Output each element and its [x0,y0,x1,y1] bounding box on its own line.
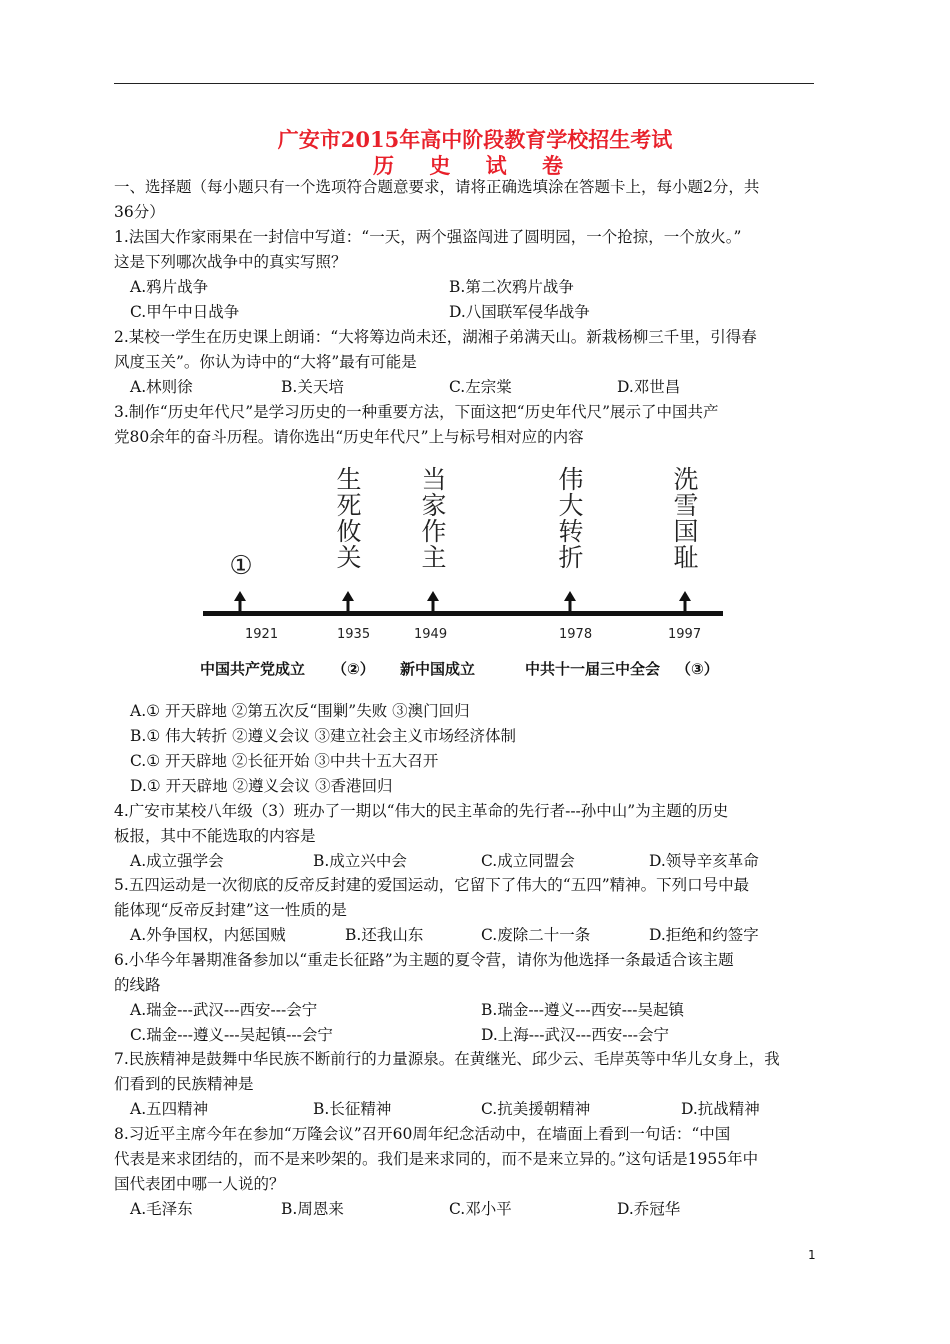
q6-option-c: C.瑞金---遵义---吴起镇---会宁 [130,1026,333,1044]
q6-option-b: B.瑞金---遵义---西安---吴起镇 [481,1001,684,1019]
q1-option-b: B.第二次鸦片战争 [449,278,574,296]
q3-option-c: C.① 开天辟地 ②长征开始 ③中共十五大召开 [130,752,439,770]
q3-stem-cont: 党80余年的奋斗历程。请你选出“历史年代尺”上与标号相对应的内容 [114,428,584,446]
timeline-bar [203,611,723,616]
event-1997: （③） [676,660,719,678]
q8-stem: 8.习近平主席今年在参加“万隆会议”召开60周年纪念活动中，在墙面上看到一句话：“中国 [114,1125,731,1143]
q3-option-a: A.① 开天辟地 ②第五次反“围剿”失败 ③澳门回归 [130,702,470,720]
event-1935: （②） [332,660,375,678]
q3-option-b: B.① 伟大转折 ②遵义会议 ③建立社会主义市场经济体制 [130,727,516,745]
arrow-1978 [564,591,576,601]
q5-stem-cont: 能体现“反帝反封建”这一性质的是 [114,901,347,919]
q3-option-d: D.① 开天辟地 ②遵义会议 ③香港回归 [130,777,393,795]
q8-option-c: C.邓小平 [449,1200,512,1218]
q8-option-b: B.周恩来 [281,1200,344,1218]
q5-option-b: B.还我山东 [345,926,424,944]
q4-option-c: C.成立同盟会 [481,852,575,870]
timeline-label-1997: 洗雪国耻 [673,465,699,572]
q7-option-c: C.抗美援朝精神 [481,1100,591,1118]
arrow-1935 [342,591,354,601]
q1-stem: 1.法国大作家雨果在一封信中写道：“一天，两个强盗闯进了圆明园，一个抢掠，一个放火。” [114,228,742,246]
exam-subtitle: 历 史 试 卷 [373,153,577,178]
event-1949: 新中国成立 [400,660,476,678]
q8-option-d: D.乔冠华 [617,1200,681,1218]
q7-option-b: B.长征精神 [313,1100,392,1118]
arrow-1997 [679,591,691,601]
q2-option-c: C.左宗棠 [449,378,512,396]
q1-option-d: D.八国联军侵华战争 [449,303,590,321]
arrow-1949 [427,591,439,601]
q2-option-d: D.邓世昌 [617,378,681,396]
q6-option-d: D.上海---武汉---西安---会宁 [481,1026,669,1044]
q7-stem: 7.民族精神是鼓舞中华民族不断前行的力量源泉。在黄继光、邱少云、毛岸英等中华儿女身上，我 [114,1050,780,1068]
q6-stem: 6.小华今年暑期准备参加以“重走长征路”为主题的夏令营，请你为他选择一条最适合该主题 [114,951,734,969]
q1-stem-cont: 这是下列哪次战争中的真实写照？ [114,253,347,271]
q4-stem: 4.广安市某校八年级（3）班办了一期以“伟大的民主革命的先行者---孙中山”为主题的历史 [114,802,729,820]
timeline-circle-1: ① [229,551,253,581]
q7-stem-cont: 们看到的民族精神是 [114,1075,254,1093]
section-heading-cont: 36分） [114,203,165,221]
q4-stem-cont: 板报，其中不能选取的内容是 [114,827,316,845]
q4-option-b: B.成立兴中会 [313,852,407,870]
q8-option-a: A.毛泽东 [130,1200,193,1218]
q5-option-d: D.拒绝和约签字 [649,926,759,944]
q2-stem: 2.某校一学生在历史课上朗诵：“大将筹边尚未还，湖湘子弟满天山。新栽杨柳三千里，引得春 [114,328,757,346]
timeline-label-1978: 伟大转折 [558,465,584,572]
year-1978: 1978 [559,627,593,642]
q2-option-b: B.关天培 [281,378,344,396]
section-heading: 一、选择题（每小题只有一个选项符合题意要求，请将正确选填涂在答题卡上，每小题2分，共 [114,178,760,196]
q1-option-c: C.甲午中日战争 [130,303,240,321]
year-1949: 1949 [414,627,448,642]
q8-stem-cont: 代表是来求团结的，而不是来吵架的。我们是来求同的，而不是来立异的。”这句话是1955年中 [114,1150,759,1168]
timeline-label-1935: 生死攸关 [336,465,362,572]
arrow-1921 [234,591,246,601]
q5-option-c: C.废除二十一条 [481,926,591,944]
q6-option-a: A.瑞金---武汉---西安---会宁 [130,1001,318,1019]
event-1921: 中国共产党成立 [200,660,306,678]
year-1935: 1935 [337,627,371,642]
timeline-label-1949: 当家作主 [421,465,447,572]
q7-option-d: D.抗战精神 [681,1100,760,1118]
year-1997: 1997 [668,627,702,642]
q5-option-a: A.外争国权，内惩国贼 [130,926,286,944]
q4-option-d: D.领导辛亥革命 [649,852,759,870]
q2-option-a: A.林则徐 [130,378,193,396]
q7-option-a: A.五四精神 [130,1100,209,1118]
q2-stem-cont: 风度玉关”。你认为诗中的“大将”最有可能是 [114,353,417,371]
q8-stem-cont-2: 国代表团中哪一人说的？ [114,1175,285,1193]
event-1978: 中共十一届三中全会 [525,660,661,678]
q5-stem: 5.五四运动是一次彻底的反帝反封建的爱国运动，它留下了伟大的“五四”精神。下列口号中最 [114,876,750,894]
page-number: 1 [808,1248,816,1262]
exam-title: 广安市2015年高中阶段教育学校招生考试 [277,127,673,152]
q3-stem: 3.制作“历史年代尺”是学习历史的一种重要方法，下面这把“历史年代尺”展示了中国共产 [114,403,719,421]
year-1921: 1921 [245,627,279,642]
q1-option-a: A.鸦片战争 [130,278,209,296]
q6-stem-cont: 的线路 [114,976,161,994]
q4-option-a: A.成立强学会 [130,852,224,870]
